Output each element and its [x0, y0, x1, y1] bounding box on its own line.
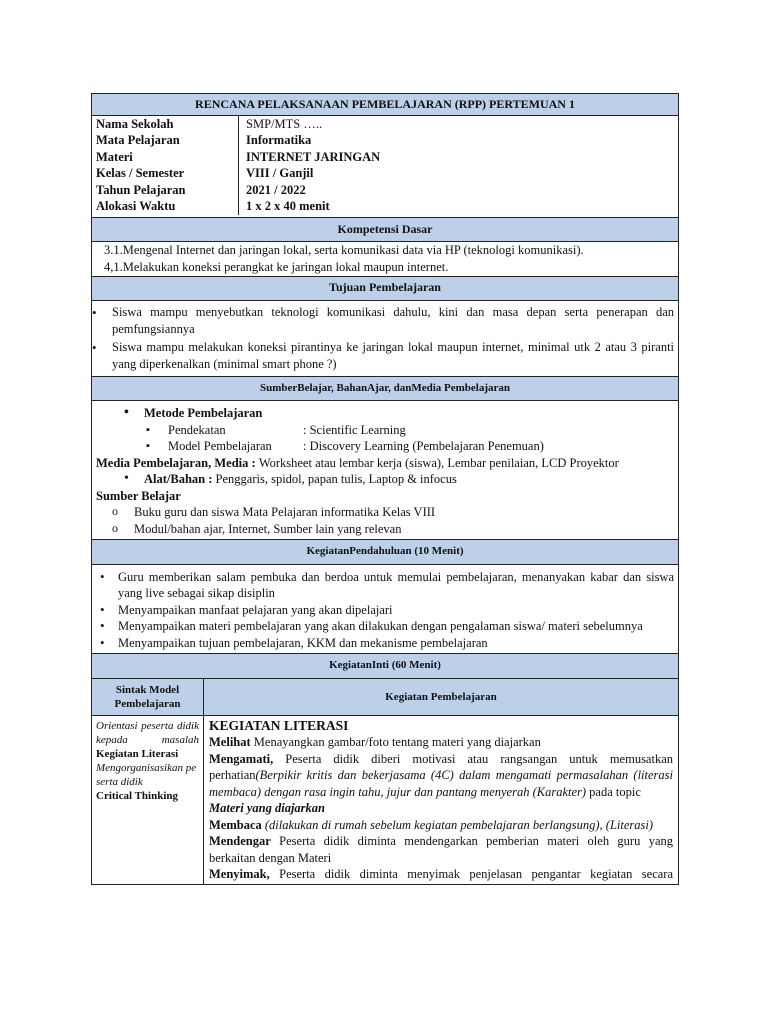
sintak-orientasi: Orientasi peserta didik kepada masalah	[96, 719, 199, 746]
sintak-literasi: Kegiatan Literasi	[96, 747, 179, 760]
identity-row	[96, 165, 678, 182]
sumber-item: o Modul/bahan ajar, Internet, Sumber lain yang relevan	[96, 521, 674, 538]
sumber-header: SumberBelajar, BahanAjar, danMedia Pembelajaran	[92, 376, 679, 401]
sintak-column-header: Sintak Model Pembelajaran	[92, 678, 204, 715]
identity-label: Materi	[96, 149, 133, 164]
inti-header: KegiatanInti (60 Menit)	[92, 654, 679, 679]
pendahuluan-block	[92, 564, 679, 654]
rpp-document	[91, 93, 678, 885]
tujuan-item: • Siswa mampu melakukan koneksi pirantinya ke jaringan lokal maupun internet, minimal utk 2 atau 3 piranti yang diperkenalkan (minimal smart phone ?)	[92, 339, 674, 374]
identity-row	[96, 116, 678, 133]
identity-value: INTERNET JARINGAN	[238, 149, 678, 166]
metode-label: • Metode Pembelajaran	[96, 405, 674, 422]
kompetensi-item: 3.1.Mengenal Internet dan jaringan lokal, serta komunikasi data via HP (teknologi komunikasi).	[104, 243, 584, 257]
kegiatan-melihat: Melihat Menayangkan gambar/foto tentang materi yang diajarkan	[209, 735, 541, 749]
identity-value: Informatika	[238, 132, 678, 149]
tujuan-header: Tujuan Pembelajaran	[92, 277, 679, 301]
sumber-label: Sumber Belajar	[96, 488, 181, 503]
pendahuluan-item: • Menyampaikan manfaat pelajaran yang akan dipelajari	[96, 602, 674, 619]
identity-row	[96, 198, 678, 215]
kompetensi-header: Kompetensi Dasar	[92, 217, 679, 242]
identity-value: VIII / Ganjil	[238, 165, 678, 182]
sintak-cell	[92, 715, 204, 884]
kegiatan-materi: Materi yang diajarkan	[209, 801, 325, 815]
sumber-block	[92, 401, 679, 540]
metode-item: ▪ Pendekatan : Scientific Learning	[96, 422, 674, 439]
alat-line: • Alat/Bahan : Penggaris, spidol, papan tulis, Laptop & infocus	[96, 471, 674, 488]
tujuan-block	[92, 300, 679, 376]
pendahuluan-header: KegiatanPendahuluan (10 Menit)	[92, 540, 679, 565]
pendahuluan-item: • Menyampaikan materi pembelajaran yang akan dilakukan dengan pengalaman siswa/ materi sebelumnya	[96, 618, 674, 635]
identity-label: Kelas / Semester	[96, 166, 185, 180]
identity-label: Nama Sekolah	[96, 116, 174, 131]
identity-block	[92, 115, 679, 217]
sumber-item: o Buku guru dan siswa Mata Pelajaran informatika Kelas VIII	[96, 504, 674, 521]
kompetensi-item: 4,1.Melakukan koneksi perangkat ke jaringan lokal maupun internet.	[104, 259, 449, 274]
identity-row	[96, 149, 678, 166]
kegiatan-membaca: Membaca (dilakukan di rumah sebelum kegiatan pembelajaran berlangsung), (Literasi)	[209, 817, 654, 832]
kegiatan-column-header: Kegiatan Pembelajaran	[204, 678, 679, 715]
identity-label: Mata Pelajaran	[96, 133, 180, 147]
identity-label: Tahun Pelajaran	[96, 182, 186, 197]
pendahuluan-item: • Menyampaikan tujuan pembelajaran, KKM dan mekanisme pembelajaran	[96, 635, 674, 652]
rpp-table	[91, 93, 679, 885]
sintak-critical: Critical Thinking	[96, 789, 179, 802]
kegiatan-cell	[204, 715, 679, 884]
kegiatan-heading: KEGIATAN LITERASI	[209, 717, 349, 733]
tujuan-item: • Siswa mampu menyebutkan teknologi komunikasi dahulu, kini dan masa depan serta penerapan dan pemfungsiannya	[92, 304, 674, 339]
kegiatan-menyimak: Menyimak, Peserta didik diminta menyimak penjelasan pengantar kegiatan secara	[209, 867, 674, 881]
identity-value: 1 x 2 x 40 menit	[238, 198, 678, 215]
metode-item: ▪ Model Pembelajaran : Discovery Learning (Pembelajaran Penemuan)	[96, 438, 674, 455]
pendahuluan-item: • Guru memberikan salam pembuka dan berdoa untuk memulai pembelajaran, menanyakan kabar dan siswa yang live sebagai sikap disiplin	[96, 569, 674, 602]
kegiatan-mendengar: Mendengar Peserta didik diminta mendengarkan pemberian materi oleh guru yang berkaitan dengan Materi	[209, 834, 674, 865]
kegiatan-mengamati: Mengamati, Peserta didik diberi motivasi atau rangsangan untuk memusatkan perhatian(Berpikir kritis dan bekerjasama (4C) dalam mengamati permasalahan (literasi membaca) dengan rasa ingin tahu, jujur dan pantang menyerah (Karakter) pada topic	[209, 751, 674, 799]
identity-value: SMP/MTS …..	[238, 116, 678, 133]
kompetensi-block	[92, 242, 679, 277]
identity-list	[96, 116, 678, 215]
sintak-mengorganisasikan: Mengorganisasikan peserta didik	[96, 761, 197, 788]
identity-value: 2021 / 2022	[238, 182, 678, 199]
media-line: Media Pembelajaran, Media : Worksheet atau lembar kerja (siswa), Lembar penilaian, LCD Proyektor	[96, 455, 619, 470]
document-title: RENCANA PELAKSANAAN PEMBELAJARAN (RPP) PERTEMUAN 1	[92, 94, 679, 116]
identity-label: Alokasi Waktu	[96, 199, 176, 213]
identity-row	[96, 182, 678, 199]
identity-row	[96, 132, 678, 149]
